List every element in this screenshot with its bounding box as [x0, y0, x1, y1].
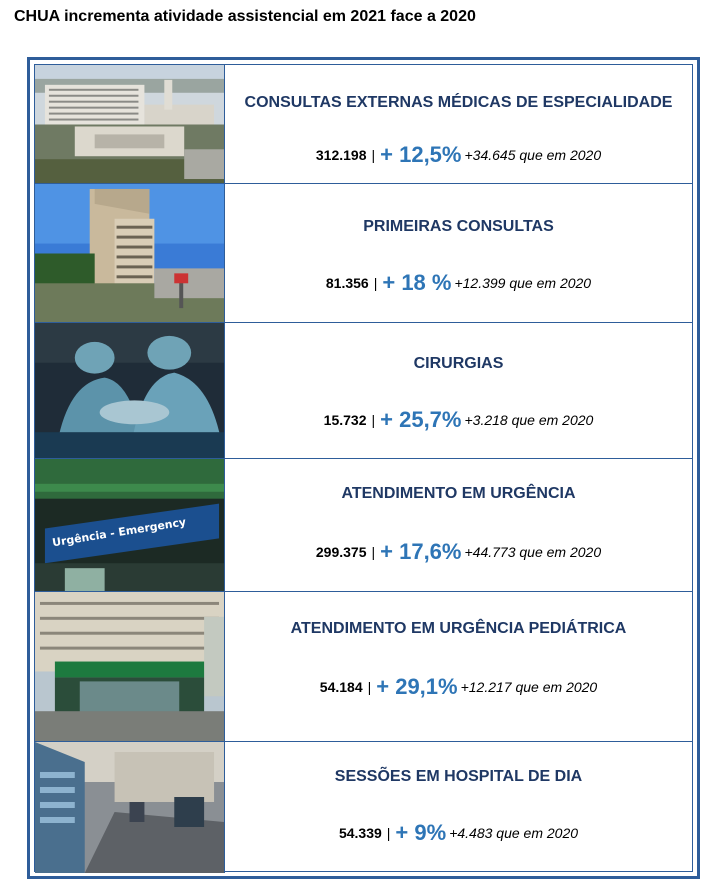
- row-text-cell: [225, 592, 692, 741]
- row-title: CIRURGIAS: [413, 355, 504, 372]
- table-row-consultas-externas: [35, 65, 692, 184]
- count-value: 299.375: [315, 544, 367, 560]
- row-text-cell: [225, 742, 692, 873]
- difference-value: +34.645 que em 2020: [464, 147, 602, 163]
- page-title: CHUA incrementa atividade assistencial em 2021 face a 2020: [14, 8, 476, 25]
- row-title: PRIMEIRAS CONSULTAS: [363, 218, 554, 235]
- percent-increase: + 9%: [395, 820, 447, 845]
- row-title: ATENDIMENTO EM URGÊNCIA PEDIÁTRICA: [290, 620, 627, 637]
- row-text-cell: [225, 65, 692, 183]
- count-value: 54.339: [338, 825, 382, 841]
- percent-increase: + 25,7%: [380, 407, 462, 432]
- row-stats: [225, 674, 692, 700]
- stats-table-inner: [34, 64, 693, 872]
- difference-value: +44.773 que em 2020: [464, 544, 602, 560]
- difference-value: +12.217 que em 2020: [460, 679, 598, 695]
- count-value: 81.356: [325, 275, 369, 291]
- separator: |: [367, 679, 372, 695]
- difference-value: +4.483 que em 2020: [449, 825, 579, 841]
- pediatric-emergency-entrance-photo: [35, 592, 225, 741]
- table-row-hospital-de-dia: [35, 742, 692, 873]
- row-title: ATENDIMENTO EM URGÊNCIA: [341, 485, 576, 502]
- percent-increase: + 17,6%: [380, 539, 462, 564]
- percent-increase: + 29,1%: [376, 674, 458, 699]
- table-row-urgencia: [35, 459, 692, 592]
- separator: |: [386, 825, 391, 841]
- row-text-cell: [225, 184, 692, 322]
- count-value: 15.732: [323, 412, 367, 428]
- row-stats: [225, 820, 692, 846]
- table-row-primeiras-consultas: [35, 184, 692, 323]
- emergency-entrance-sign-photo: [35, 459, 225, 591]
- row-stats: [225, 407, 692, 433]
- row-text-cell: [225, 323, 692, 458]
- hospital-building-aerial-photo: [35, 65, 225, 183]
- difference-value: +12.399 que em 2020: [454, 275, 592, 291]
- separator: |: [373, 275, 378, 291]
- percent-increase: + 12,5%: [380, 142, 462, 167]
- row-stats: [225, 270, 692, 296]
- row-title: SESSÕES EM HOSPITAL DE DIA: [334, 768, 583, 785]
- count-value: 54.184: [319, 679, 363, 695]
- separator: |: [371, 544, 376, 560]
- table-row-urgencia-pediatrica: [35, 592, 692, 742]
- day-hospital-corridor-photo: [35, 742, 225, 873]
- separator: |: [371, 147, 376, 163]
- difference-value: +3.218 que em 2020: [464, 412, 594, 428]
- separator: |: [371, 412, 376, 428]
- table-row-cirurgias: [35, 323, 692, 459]
- surgeons-operating-photo: [35, 323, 225, 458]
- count-value: 312.198: [315, 147, 367, 163]
- row-title: CONSULTAS EXTERNAS MÉDICAS DE ESPECIALIDADE: [244, 94, 673, 111]
- hospital-building-facade-photo: [35, 184, 225, 322]
- row-text-cell: [225, 459, 692, 591]
- percent-increase: + 18 %: [382, 270, 452, 295]
- row-stats: [225, 142, 692, 168]
- row-stats: [225, 539, 692, 565]
- sign-text: Urgência - Emergency: [51, 515, 187, 550]
- stats-table: [27, 57, 700, 879]
